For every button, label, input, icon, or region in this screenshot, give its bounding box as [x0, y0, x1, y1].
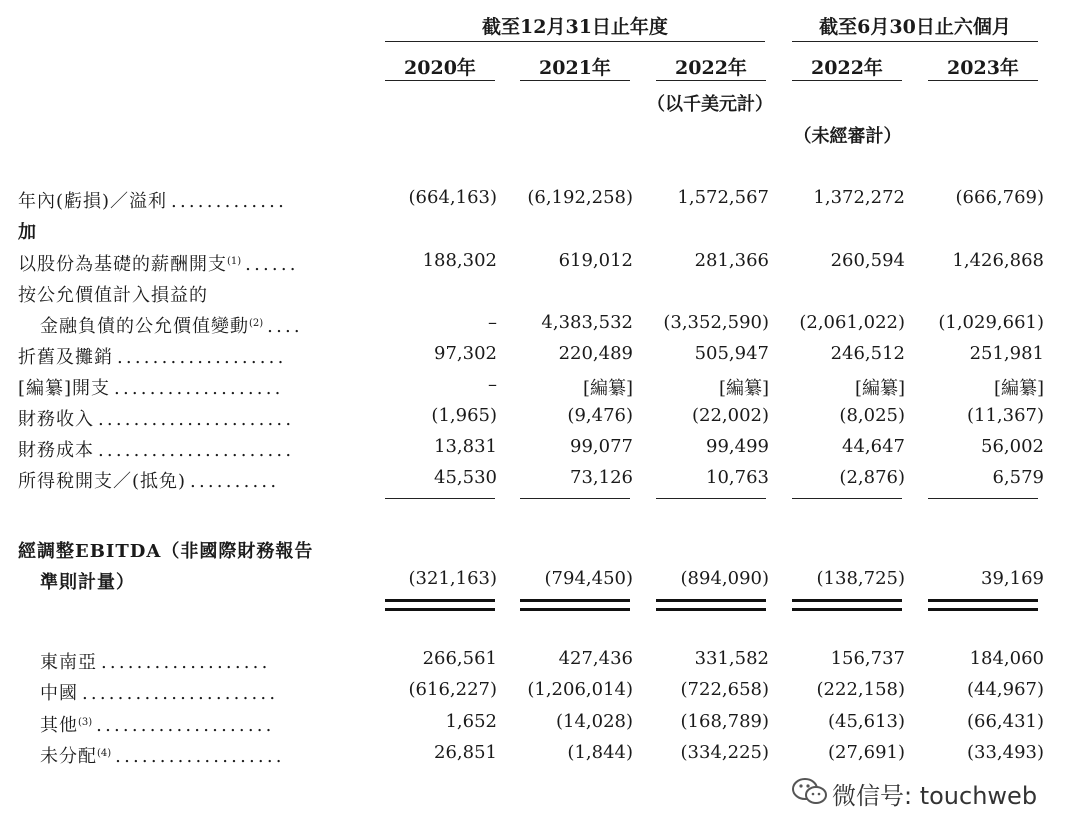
table-cell: 266,561 [422, 648, 497, 669]
leader-dots: ................... [101, 652, 271, 673]
table-cell: 97,302 [434, 343, 497, 364]
row-label-text: 財務成本 [18, 440, 94, 461]
table-cell: 184,060 [969, 648, 1044, 669]
leader-dots: ...................... [82, 683, 279, 704]
year-2022-half: 2022年 [811, 57, 883, 79]
table-cell: 73,126 [570, 467, 633, 488]
year-2020: 2020年 [404, 57, 476, 79]
table-cell: 246,512 [830, 343, 905, 364]
table-cell: 188,302 [422, 250, 497, 271]
table-cell: 156,737 [830, 648, 905, 669]
row-label-text: 其他 [40, 715, 78, 736]
row-label [18, 537, 313, 563]
row-label-text: 折舊及攤銷 [18, 347, 113, 368]
row-label [40, 711, 275, 737]
table-cell: 1,572,567 [677, 187, 769, 208]
leader-dots: ............. [171, 191, 288, 212]
leader-dots: ................... [115, 746, 285, 767]
table-cell: 427,436 [558, 648, 633, 669]
year-rule [792, 80, 902, 81]
row-label [18, 374, 284, 400]
table-cell: (722,658) [680, 679, 769, 700]
leader-dots: .......... [190, 471, 280, 492]
leader-dots: ...... [245, 254, 299, 275]
row-label-text: 按公允價值計入損益的 [18, 285, 208, 306]
table-cell: (664,163) [408, 187, 497, 208]
table-cell: 331,582 [694, 648, 769, 669]
leader-dots: ................... [114, 378, 284, 399]
table-cell: (1,029,661) [938, 312, 1044, 333]
footnote-ref: (3) [78, 717, 93, 728]
table-cell: 56,002 [981, 436, 1044, 457]
total-double-rule [520, 599, 630, 611]
subtotal-rule [656, 498, 766, 499]
wechat-icon [790, 776, 830, 808]
table-cell: (2,876) [839, 467, 905, 488]
row-label [40, 679, 278, 705]
row-label [40, 568, 135, 594]
table-cell: (1,844) [567, 742, 633, 763]
table-cell: (3,352,590) [663, 312, 769, 333]
row-label [18, 281, 208, 307]
table-cell: (894,090) [680, 568, 769, 589]
leader-dots: ................... [117, 347, 287, 368]
unit-note: （以千美元計） [647, 94, 773, 115]
unaudited-note: （未經審計） [793, 126, 902, 147]
table-cell: 619,012 [558, 250, 633, 271]
watermark-text: 微信号: touchweb [832, 782, 1038, 810]
table-cell: (6,192,258) [527, 187, 633, 208]
table-cell: 4,383,532 [541, 312, 633, 333]
table-cell: 99,077 [570, 436, 633, 457]
table-cell: (1,965) [431, 405, 497, 426]
leader-dots: .................... [96, 715, 275, 736]
row-label [18, 218, 37, 244]
total-double-rule [385, 599, 495, 611]
table-cell: 10,763 [706, 467, 769, 488]
year-2021: 2021年 [539, 57, 611, 79]
table-cell: (66,431) [966, 711, 1044, 732]
table-cell: 505,947 [694, 343, 769, 364]
table-cell: – [488, 312, 497, 333]
table-cell: (11,367) [966, 405, 1044, 426]
total-double-rule [928, 599, 1038, 611]
table-cell: (14,028) [555, 711, 633, 732]
table-cell: 260,594 [830, 250, 905, 271]
table-cell: 39,169 [981, 568, 1044, 589]
leader-dots: ...................... [98, 440, 295, 461]
table-cell: 1,426,868 [952, 250, 1044, 271]
table-cell: 13,831 [434, 436, 497, 457]
row-label-text: 準則計量） [40, 572, 135, 593]
table-cell: 251,981 [969, 343, 1044, 364]
table-cell: (666,769) [955, 187, 1044, 208]
row-label-text: 東南亞 [40, 652, 97, 673]
table-cell: [編纂] [718, 378, 769, 399]
year-rule [928, 80, 1038, 81]
table-cell: 45,530 [434, 467, 497, 488]
table-cell: (22,002) [691, 405, 769, 426]
row-label-text: 中國 [40, 683, 78, 704]
row-label-text: 經調整EBITDA（非國際財務報告 [18, 541, 314, 562]
table-cell: (794,450) [544, 568, 633, 589]
table-cell: – [488, 374, 497, 395]
subtotal-rule [385, 498, 495, 499]
subtotal-rule [520, 498, 630, 499]
row-label [18, 343, 287, 369]
row-label-text: 年內(虧損)／溢利 [18, 191, 168, 212]
year-rule [385, 80, 495, 81]
table-cell: 6,579 [992, 467, 1044, 488]
row-label [18, 405, 294, 431]
row-label-text: 加 [18, 222, 37, 243]
table-cell: (9,476) [567, 405, 633, 426]
table-cell: 99,499 [706, 436, 769, 457]
footnote-ref: (4) [97, 748, 112, 759]
year-2022-full: 2022年 [675, 57, 747, 79]
row-label-text: [編纂]開支 [18, 378, 111, 399]
row-label-text: 未分配 [40, 746, 97, 767]
period-full-year-rule [385, 41, 765, 42]
year-rule [520, 80, 630, 81]
footnote-ref: (1) [227, 256, 242, 267]
row-label-text: 所得稅開支／(抵免) [18, 471, 187, 492]
row-label [40, 742, 285, 768]
row-label [18, 467, 279, 493]
row-label-text: 金融負債的公允價值變動 [40, 316, 249, 337]
total-double-rule [656, 599, 766, 611]
table-cell: (2,061,022) [799, 312, 905, 333]
row-label [18, 436, 294, 462]
table-cell: [編纂] [582, 378, 633, 399]
period-six-months-rule [792, 41, 1038, 42]
table-cell: (321,163) [408, 568, 497, 589]
table-cell: (1,206,014) [527, 679, 633, 700]
table-cell: (27,691) [827, 742, 905, 763]
row-label [40, 648, 271, 674]
period-full-year: 截至12月31日止年度 [482, 16, 668, 38]
table-cell: (168,789) [680, 711, 769, 732]
table-cell: (222,158) [816, 679, 905, 700]
table-cell: (8,025) [839, 405, 905, 426]
table-cell: 26,851 [434, 742, 497, 763]
table-cell: 44,647 [842, 436, 905, 457]
row-label-text: 財務收入 [18, 409, 94, 430]
table-cell: (138,725) [816, 568, 905, 589]
leader-dots: ...................... [98, 409, 295, 430]
year-rule [656, 80, 766, 81]
table-cell: 220,489 [558, 343, 633, 364]
subtotal-rule [792, 498, 902, 499]
year-2023-half: 2023年 [947, 57, 1019, 79]
total-double-rule [792, 599, 902, 611]
table-cell: (45,613) [827, 711, 905, 732]
table-cell: 281,366 [694, 250, 769, 271]
table-cell: (33,493) [966, 742, 1044, 763]
table-cell: (44,967) [966, 679, 1044, 700]
table-cell: 1,372,272 [813, 187, 905, 208]
table-cell: [編纂] [993, 378, 1044, 399]
table-cell: 1,652 [445, 711, 497, 732]
period-six-months: 截至6月30日止六個月 [819, 16, 1011, 38]
row-label [18, 250, 299, 276]
subtotal-rule [928, 498, 1038, 499]
table-cell: (334,225) [680, 742, 769, 763]
leader-dots: .... [267, 316, 303, 337]
row-label-text: 以股份為基礎的薪酬開支 [18, 254, 227, 275]
table-cell: [編纂] [854, 378, 905, 399]
row-label [18, 187, 287, 213]
row-label [40, 312, 303, 338]
footnote-ref: (2) [249, 318, 264, 329]
table-cell: (616,227) [408, 679, 497, 700]
